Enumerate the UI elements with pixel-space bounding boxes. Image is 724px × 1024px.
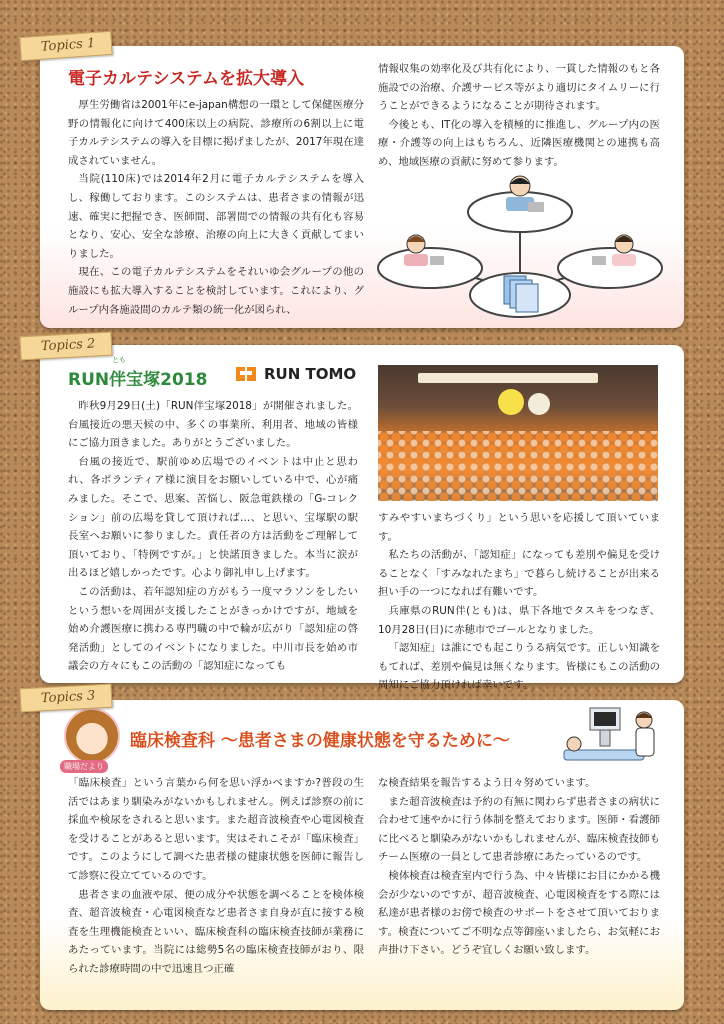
section-badge: 職場だより xyxy=(60,760,108,773)
topic3-panel xyxy=(40,700,684,1010)
mascot xyxy=(498,389,524,415)
topic3-right-column xyxy=(378,774,660,960)
paragraph: 今後とも、IT化の導入を積極的に推進し、グループ内の医療・介護等の向上はもちろん、近隣医療機関との連携も高め、地域医療の貢献に努めて参ります。 xyxy=(378,118,660,168)
topic1-title: 電子カルテシステムを拡大導入 xyxy=(68,69,304,89)
paragraph: 患者さまの血液や尿、便の成分や状態を調べることを検体検査、超音波検査・心電図検査など患者さま自身が直に接する検査を生理機能検査といい、臨床検査科の臨床検査技師が業務にあたっています。当院には総勢5名の臨床検査技師がおり、限られた診療時間の中で迅速且つ正確 xyxy=(68,888,364,975)
paragraph: 検体検査は検査室内で行う為、中々皆様にお目にかかる機会が少ないのですが、超音波検査、心電図検査をする際には私達が患者様のお傍で検査のサポートをさせて頂いております。検査についてご不明な点等御座いましたら、お気軽にお声掛け下さい。どうぞ宜しくお願い致します。 xyxy=(378,869,660,957)
topic2-title: RUN伴宝塚2018 xyxy=(68,370,208,390)
paragraph: 情報収集の効率化及び共有化により、一貫した情報のもと各施設での治療、介護サービス等がより適切にタイムリーに行うことができるようになることが期待されます。 xyxy=(378,63,660,113)
topic2-left-column xyxy=(68,397,358,676)
paragraph: 「臨床検査」という言葉から何を思い浮かべますか?普段の生活ではあまり馴染みがないかもしれません。例えば診察の前に採血や検尿をされると思います。また超音波検査や心電図検査を受けることがあると思います。実はそれこそが「臨床検査」です。このようにして調べた患者様の健康状態を医師に報告して診察に役立てているのです。 xyxy=(68,777,364,882)
paragraph: 当院(110床)では2014年2月に電子カルテシステムを導入し、稼働しております。このシステムは、患者さまの情報が迅速、確実に把握でき、医師間、部署間での情報の共有化も容易となり、安心、安全な診療、治療の向上に大きく貢献してまいりました。 xyxy=(68,173,364,260)
paragraph: 昨秋9月29日(土)「RUN伴宝塚2018」が開催されました。台風接近の悪天候の中、多くの事業所、利用者、地域の皆様にご協力頂きました。ありがとうございました。 xyxy=(68,400,358,450)
paragraph: な検査結果を報告するよう日々努めています。 xyxy=(378,777,596,789)
topic1-tag: Topics 1 xyxy=(19,31,112,61)
paragraph: 現在、この電子カルテシステムをそれいゆ会グループの他の施設にも拡大導入することを検討しています。これにより、グループ内各施設間のカルテ類の統一化が図られ、 xyxy=(68,266,364,316)
topic2-panel xyxy=(40,345,684,692)
topic2-tag: Topics 2 xyxy=(19,332,112,361)
logo-text: RUN TOMO xyxy=(264,365,357,383)
mascot xyxy=(528,393,550,415)
topic2-right-column xyxy=(378,509,660,695)
paragraph: 「認知症」は誰にでも起こりうる病気です。正しい知識をもてれば、差別や偏見は無くなります。皆様にもこの活動の周知にご協力頂ければ幸いです。 xyxy=(378,642,660,692)
topic3-left-column xyxy=(68,774,364,979)
runtomo-mark-icon xyxy=(236,365,258,383)
photo-banner xyxy=(418,373,598,383)
topic1-left-column xyxy=(68,96,364,319)
nurse-avatar xyxy=(64,708,120,764)
paragraph: 台風の接近で、駅前ゆめ広場でのイベントは中止と思われ、各ボランティア様に演目をお願いしている中で、心が痛みました。そこで、思案、苦悩し、阪急電鉄様の「G-コレクション」前の広場を貸して頂ければ…、と思い、宝塚駅の駅長室へお願いに参りました。責任者の方は活動をご理解して頂いており、「特例ですが。」と快諾頂きました。本当に涙が出るほど嬉しかったです。心より御礼申し上げます。 xyxy=(68,455,358,580)
paragraph: この活動は、若年認知症の方がもう一度マラソンをしたいという想いを周囲が支援したことがきっかけですが、地域を始め介護医療に携わる専門職の中で輪が広がり「認知症の啓発活動」としてのイベントになりました。中川市長を始め市議会の方々にもこの活動の「認知症になっても xyxy=(68,585,358,673)
network-illustration xyxy=(370,170,670,320)
topic3-tag: Topics 3 xyxy=(19,684,112,713)
topic3-title: 臨床検査科 ～患者さまの健康状態を守るために～ xyxy=(130,731,510,751)
runtomo-logo xyxy=(236,365,356,383)
paragraph: また超音波検査は予約の有無に関わらず患者さまの病状に合わせて速やかに行う体制を整えております。医師・看護師に比べると馴染みがないかもしれませんが、臨床検査技師もチーム医療の一員として患者診療にあたっているのです。 xyxy=(378,795,660,864)
paragraph: すみやすいまちづくり」という思いを応援して頂いています。 xyxy=(378,512,660,543)
paragraph: 厚生労働省は2001年にe-japan構想の一環として保健医療分野の情報化に向けて400床以上の病院、診療所の6割以上に電子カルテシステムの導入を目標に掲げましたが、2017年現在達成されていません。 xyxy=(68,99,364,167)
ultrasound-illustration xyxy=(560,704,670,770)
paragraph: 兵庫県のRUN伴(とも)は、県下各地でタスキをつなぎ、10月28日(日)に赤穂市でゴールとなりました。 xyxy=(378,604,660,636)
title-ruby: とも xyxy=(112,356,126,364)
photo-crowd xyxy=(378,431,658,501)
event-group-photo xyxy=(378,365,658,501)
paragraph: 私たちの活動が、「認知症」になっても差別や偏見を受けることなく「すみなれたまち」で暮らし続けることが出来る担い手の一つになれば有難いです。 xyxy=(378,549,660,599)
topic1-right-column xyxy=(378,60,660,172)
topic1-panel xyxy=(40,46,684,328)
